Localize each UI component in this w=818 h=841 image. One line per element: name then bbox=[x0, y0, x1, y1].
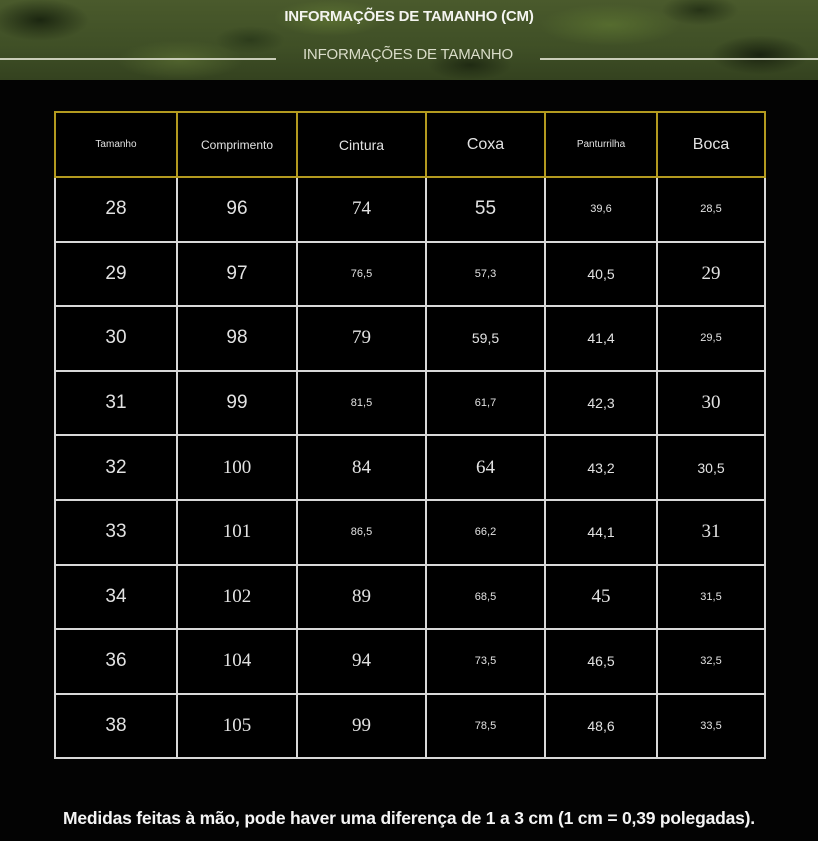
cell-comprimento: 102 bbox=[177, 565, 297, 630]
cell-tamanho: 28 bbox=[55, 177, 177, 242]
cell-coxa: 61,7 bbox=[426, 371, 545, 436]
cell-tamanho: 31 bbox=[55, 371, 177, 436]
table-row bbox=[55, 565, 765, 630]
column-header-cintura: Cintura bbox=[297, 112, 426, 177]
cell-coxa: 64 bbox=[426, 435, 545, 500]
cell-coxa: 66,2 bbox=[426, 500, 545, 565]
column-header-comprimento: Comprimento bbox=[177, 112, 297, 177]
cell-boca: 33,5 bbox=[657, 694, 765, 759]
cell-boca: 30,5 bbox=[657, 435, 765, 500]
divider-line-left bbox=[0, 58, 276, 60]
cell-coxa: 68,5 bbox=[426, 565, 545, 630]
cell-tamanho: 29 bbox=[55, 242, 177, 307]
cell-coxa: 55 bbox=[426, 177, 545, 242]
size-chart-table bbox=[54, 111, 766, 759]
banner-title: INFORMAÇÕES DE TAMANHO (CM) bbox=[284, 8, 534, 25]
cell-cintura: 79 bbox=[297, 306, 426, 371]
cell-panturrilha: 39,6 bbox=[545, 177, 657, 242]
cell-boca: 29,5 bbox=[657, 306, 765, 371]
cell-panturrilha: 46,5 bbox=[545, 629, 657, 694]
cell-cintura: 81,5 bbox=[297, 371, 426, 436]
column-header-boca: Boca bbox=[657, 112, 765, 177]
table-row bbox=[55, 694, 765, 759]
cell-panturrilha: 40,5 bbox=[545, 242, 657, 307]
cell-panturrilha: 41,4 bbox=[545, 306, 657, 371]
cell-boca: 32,5 bbox=[657, 629, 765, 694]
cell-comprimento: 105 bbox=[177, 694, 297, 759]
measurement-footnote: Medidas feitas à mão, pode haver uma diferença de 1 a 3 cm (1 cm = 0,39 polegadas). bbox=[63, 808, 755, 828]
cell-panturrilha: 44,1 bbox=[545, 500, 657, 565]
table-row bbox=[55, 371, 765, 436]
cell-tamanho: 33 bbox=[55, 500, 177, 565]
cell-panturrilha: 43,2 bbox=[545, 435, 657, 500]
table-row bbox=[55, 500, 765, 565]
cell-coxa: 78,5 bbox=[426, 694, 545, 759]
cell-boca: 28,5 bbox=[657, 177, 765, 242]
cell-cintura: 99 bbox=[297, 694, 426, 759]
table-row bbox=[55, 306, 765, 371]
cell-tamanho: 38 bbox=[55, 694, 177, 759]
table-header-row bbox=[55, 112, 765, 177]
table-row bbox=[55, 177, 765, 242]
cell-comprimento: 104 bbox=[177, 629, 297, 694]
column-header-panturrilha: Panturrilha bbox=[545, 112, 657, 177]
cell-cintura: 76,5 bbox=[297, 242, 426, 307]
cell-cintura: 84 bbox=[297, 435, 426, 500]
cell-tamanho: 36 bbox=[55, 629, 177, 694]
cell-comprimento: 101 bbox=[177, 500, 297, 565]
banner-subtitle: INFORMAÇÕES DE TAMANHO bbox=[302, 46, 514, 63]
cell-cintura: 74 bbox=[297, 177, 426, 242]
cell-comprimento: 97 bbox=[177, 242, 297, 307]
cell-cintura: 89 bbox=[297, 565, 426, 630]
cell-coxa: 59,5 bbox=[426, 306, 545, 371]
cell-boca: 31 bbox=[657, 500, 765, 565]
cell-boca: 31,5 bbox=[657, 565, 765, 630]
cell-tamanho: 30 bbox=[55, 306, 177, 371]
table-row bbox=[55, 242, 765, 307]
cell-panturrilha: 48,6 bbox=[545, 694, 657, 759]
cell-tamanho: 32 bbox=[55, 435, 177, 500]
column-header-coxa: Coxa bbox=[426, 112, 545, 177]
table-row bbox=[55, 435, 765, 500]
cell-panturrilha: 45 bbox=[545, 565, 657, 630]
camo-header-banner bbox=[0, 0, 818, 80]
cell-comprimento: 98 bbox=[177, 306, 297, 371]
cell-cintura: 94 bbox=[297, 629, 426, 694]
cell-comprimento: 99 bbox=[177, 371, 297, 436]
cell-boca: 30 bbox=[657, 371, 765, 436]
divider-line-right bbox=[540, 58, 818, 60]
cell-panturrilha: 42,3 bbox=[545, 371, 657, 436]
banner-subtitle-row bbox=[0, 45, 818, 67]
cell-cintura: 86,5 bbox=[297, 500, 426, 565]
cell-coxa: 57,3 bbox=[426, 242, 545, 307]
cell-boca: 29 bbox=[657, 242, 765, 307]
cell-comprimento: 96 bbox=[177, 177, 297, 242]
cell-coxa: 73,5 bbox=[426, 629, 545, 694]
column-header-tamanho: Tamanho bbox=[55, 112, 177, 177]
cell-tamanho: 34 bbox=[55, 565, 177, 630]
cell-comprimento: 100 bbox=[177, 435, 297, 500]
table-row bbox=[55, 629, 765, 694]
